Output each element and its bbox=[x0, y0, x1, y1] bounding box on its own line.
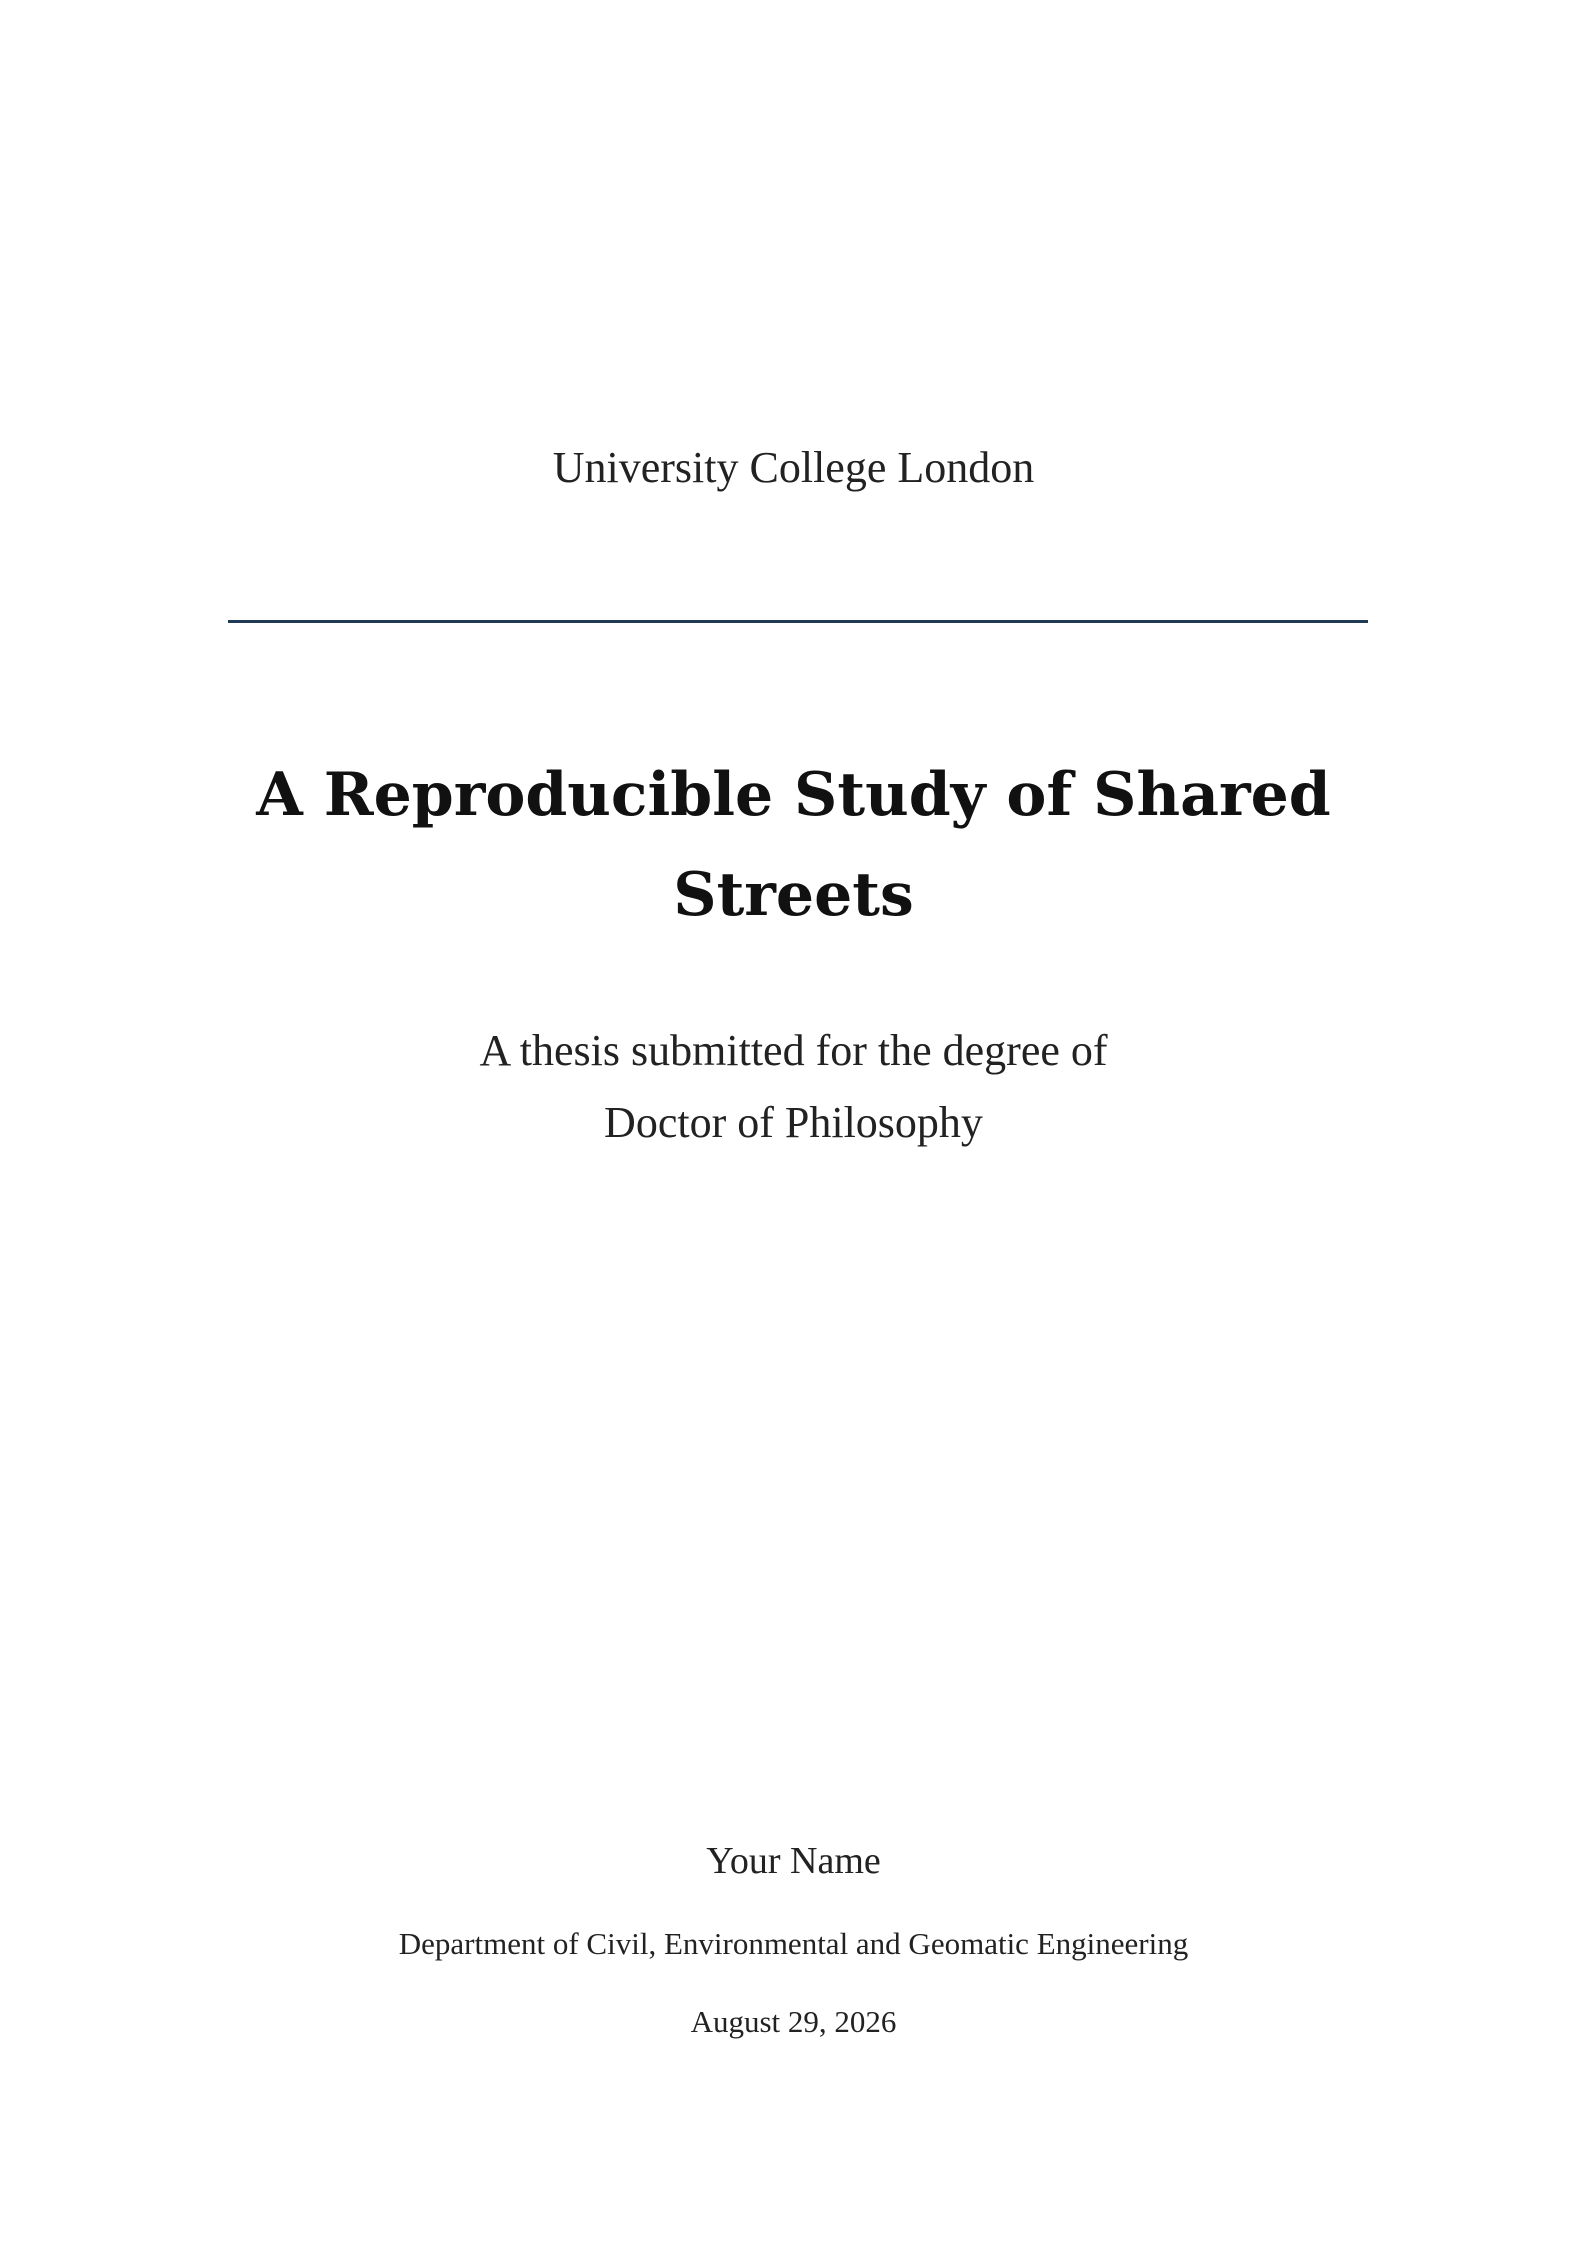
horizontal-rule bbox=[228, 620, 1368, 623]
thesis-title-line-1: A Reproducible Study of Shared bbox=[256, 760, 1331, 830]
degree-statement bbox=[0, 1015, 1587, 1159]
thesis-title-line-2: Streets bbox=[673, 860, 914, 930]
university-name: University College London bbox=[552, 443, 1035, 492]
submission-date: August 29, 2026 bbox=[690, 2004, 897, 2039]
degree-name: Doctor of Philosophy bbox=[604, 1098, 983, 1147]
degree-statement-line-1: A thesis submitted for the degree of bbox=[479, 1026, 1108, 1075]
department-name: Department of Civil, Environmental and Geomatic Engineering bbox=[398, 1926, 1189, 1961]
author-name: Your Name bbox=[706, 1840, 881, 1882]
thesis-title bbox=[200, 745, 1387, 945]
